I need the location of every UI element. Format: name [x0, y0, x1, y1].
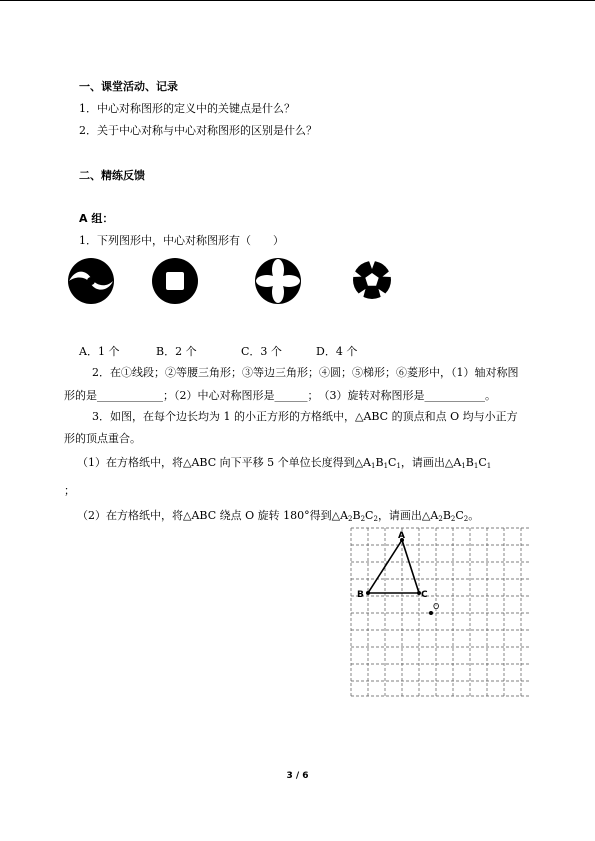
grid-lines: [351, 528, 531, 696]
question-1: 1．中心对称图形的定义中的关键点是什么？: [79, 102, 295, 115]
sub1-text-b: ，请画出△A: [400, 456, 462, 469]
vertex-c: C: [388, 456, 397, 469]
triangle-abc: [368, 540, 419, 593]
problem-3-line2: 形的顶点重合。: [64, 432, 141, 445]
vertex-c: C: [478, 456, 487, 469]
sub-2: 2: [438, 515, 443, 523]
problem-2-line2: 形的是____________；（2）中心对称图形是______； （3）旋转对称图形是___________。: [64, 389, 496, 402]
subquestion-1-cont: ；: [64, 484, 75, 497]
sub-2: 2: [373, 515, 378, 523]
subquestion-1: [77, 456, 491, 473]
problem-3-line1: 3．如图，在每个边长均为 1 的小正方形的方格纸中，△ABC 的顶点和点 O 均与小正方: [92, 410, 518, 423]
sub-2: 2: [463, 515, 469, 523]
pentagon-flower-icon: [353, 261, 391, 299]
sub-1: 1: [383, 462, 389, 470]
label-b: B: [357, 590, 364, 600]
sub-1: 1: [396, 462, 401, 470]
sub1-text-a: （1）在方格纸中，将△ABC 向下平移 5 个单位长度得到△A: [77, 456, 371, 469]
option-a: A．1 个: [79, 345, 120, 358]
section1-heading: 一、课堂活动、记录: [79, 80, 178, 93]
page-number: 3 / 6: [286, 771, 309, 781]
sub2-text-b: ，请画出△A: [377, 509, 439, 522]
coin-square-hole-icon: [152, 258, 198, 304]
option-d: D．4 个: [316, 345, 358, 358]
vertex-b: B: [465, 456, 474, 469]
section2-heading: 二、精练反馈: [79, 169, 145, 182]
option-b: B．2 个: [156, 345, 197, 358]
vertex-c: C: [365, 509, 374, 522]
four-petal-circle-icon: [255, 258, 301, 304]
subquestion-2: [77, 509, 479, 526]
sub-2: 2: [348, 515, 353, 523]
option-c: C．3 个: [241, 345, 282, 358]
vertex-b: B: [352, 509, 361, 522]
figure-row: [66, 256, 396, 306]
sub2-text-a: （2）在方格纸中，将△ABC 绕点 O 旋转 180°得到△A: [77, 509, 349, 522]
sub2-end: 。: [468, 509, 480, 522]
group-a-label: A 组：: [79, 212, 114, 225]
vertex-b: B: [375, 456, 384, 469]
sub-1: 1: [473, 462, 479, 470]
point-o: [429, 611, 433, 615]
sub-1: 1: [486, 462, 492, 470]
question-2: 2．关于中心对称与中心对称图形的区别是什么？: [79, 124, 317, 137]
vertex-c: C: [455, 509, 464, 522]
problem-1-stem: 1．下列图形中，中心对称图形有（ ）: [79, 234, 284, 247]
sub-2: 2: [360, 515, 366, 523]
label-c: C: [421, 590, 428, 600]
yin-yang-like-icon: [68, 258, 114, 304]
vertex-b: B: [442, 509, 451, 522]
label-o: O: [433, 602, 440, 611]
sub-1: 1: [371, 462, 376, 470]
problem-2-line1: 2．在①线段；②等腰三角形；③等边三角形；④圆；⑤梯形；⑥菱形中，（1）轴对称图: [92, 366, 519, 379]
point-b: [366, 591, 370, 595]
header-rule: [0, 0, 595, 1]
grid-figure: [348, 525, 534, 699]
label-a: A: [398, 531, 405, 541]
sub-1: 1: [461, 462, 466, 470]
sub-2: 2: [450, 515, 456, 523]
